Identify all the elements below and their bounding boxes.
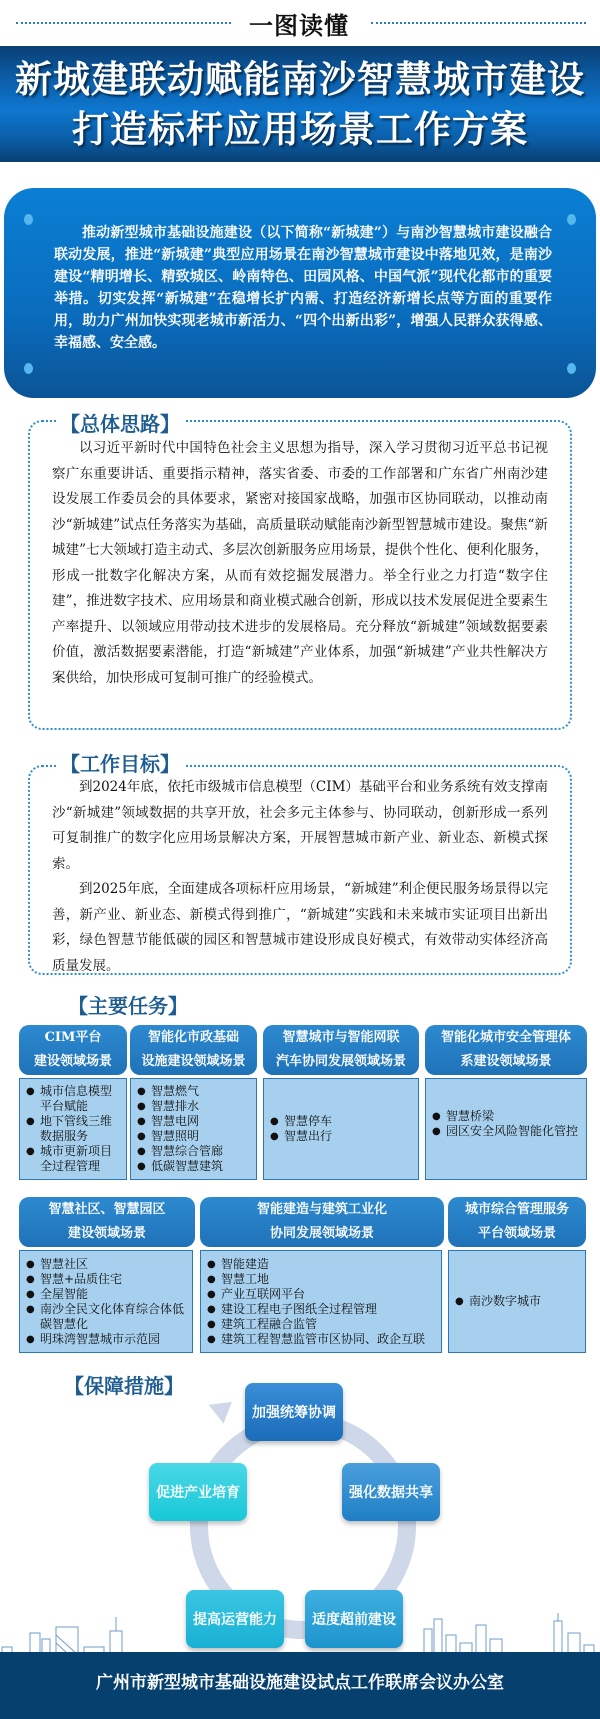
corner-dot-icon — [567, 214, 576, 225]
goals-box — [28, 765, 572, 975]
task-item: ● 建设工程电子图纸全过程管理 — [207, 1302, 425, 1317]
task-item: ● 智慧工地 — [207, 1272, 425, 1287]
task-item: ● 智慧出行 — [270, 1129, 332, 1144]
title-banner — [0, 46, 600, 162]
cycle-arrow-icon — [209, 1392, 240, 1423]
task-item: ● 城市更新项目全过程管理 — [26, 1144, 120, 1174]
task-head-vehicle — [263, 1025, 419, 1075]
task-item: ● 智慧+品质住宅 — [26, 1272, 186, 1287]
task-head-city-mgmt — [448, 1197, 586, 1247]
task-head-construction — [200, 1197, 444, 1247]
task-item: ● 智慧停车 — [270, 1114, 332, 1129]
page-title-line1: 新城建联动赋能南沙智慧城市建设 — [15, 57, 585, 101]
task-item: ● 建筑工程融合监管 — [207, 1317, 425, 1332]
task-head-community — [19, 1197, 195, 1247]
task-head-cim — [19, 1025, 127, 1075]
task-head-line: 智慧社区、智慧园区 — [48, 1202, 166, 1217]
measure-operations: 提高运营能力 — [186, 1590, 284, 1648]
divider-left — [16, 22, 231, 24]
task-body-construction — [200, 1250, 442, 1353]
overall-box — [28, 420, 572, 730]
task-item: ● 明珠湾智慧城市示范园 — [26, 1332, 186, 1347]
task-head-line: 协同发展领域场景 — [269, 1226, 374, 1241]
task-head-line: 智慧城市与智能网联 — [282, 1030, 400, 1045]
task-item: ● 全屋智能 — [26, 1287, 186, 1302]
task-item: ● 城市信息模型平台赋能 — [26, 1084, 120, 1114]
task-item: ● 园区安全风险智能化管控 — [432, 1124, 578, 1139]
task-item: ● 智慧社区 — [26, 1257, 186, 1272]
section-title-overall: 【总体思路】 — [56, 408, 184, 437]
task-item: ● 智慧燃气 — [137, 1084, 223, 1099]
divider-right — [371, 22, 586, 24]
task-item: ● 低碳智慧建筑 — [137, 1159, 223, 1174]
corner-dot-icon — [567, 363, 576, 374]
task-head-line: 城市综合管理服务 — [464, 1202, 569, 1217]
task-head-line: 系建设领域场景 — [460, 1054, 552, 1069]
task-item: ● 智慧排水 — [137, 1099, 223, 1114]
goal-2025: 到2025年底，全面建成各项标杆应用场景，“新城建”利企便民服务场景得以完善，新产业、新业态、新模式得到推广，“新城建”实践和未来城市实证项目出新出彩，绿色智慧节能低碳的园区和智慧城市建设形成良好模式，有效带动实体经济高质量发展。 — [52, 881, 548, 974]
footer-org: 广州市新型城市基础设施建设试点工作联席会议办公室 — [96, 1673, 504, 1693]
task-head-line: 智能建造与建筑工业化 — [256, 1202, 387, 1217]
task-head-line: CIM平台 — [44, 1030, 102, 1045]
task-head-municipal — [130, 1025, 257, 1075]
task-body-city-mgmt — [448, 1250, 586, 1353]
kicker-title — [0, 6, 600, 40]
section-title-goals: 【工作目标】 — [56, 748, 184, 777]
task-body-vehicle — [263, 1078, 419, 1180]
task-head-line: 智能化市政基础 — [147, 1030, 239, 1045]
corner-dot-icon — [24, 214, 33, 225]
task-head-line: 设施建设领域场景 — [141, 1054, 246, 1069]
task-body-community — [19, 1250, 193, 1353]
measure-data-sharing: 强化数据共享 — [342, 1463, 440, 1521]
task-item: ● 地下管线三维数据服务 — [26, 1114, 120, 1144]
corner-dot-icon — [24, 363, 33, 374]
measure-coordination: 加强统筹协调 — [245, 1383, 343, 1441]
task-body-municipal — [130, 1078, 257, 1180]
task-item: ● 南沙数字城市 — [455, 1294, 541, 1309]
kicker-text: 一图读懂 — [249, 11, 349, 40]
task-head-line: 建设领域场景 — [33, 1054, 112, 1069]
task-item: ● 智能建造 — [207, 1257, 425, 1272]
task-head-line: 建设领域场景 — [67, 1226, 146, 1241]
task-item: ● 建筑工程智慧监管市区协同、政企互联 — [207, 1332, 425, 1347]
task-item: ● 智慧电网 — [137, 1114, 223, 1129]
intro-card — [4, 188, 596, 398]
task-item: ● 南沙全民文化体育综合体低碳智慧化 — [26, 1302, 186, 1332]
goal-2024: 到2024年底，依托市级城市信息模型（CIM）基础平台和业务系统有效支撑南沙“新城建”领域数据的共享开放，社会多元主体参与、协同联动，创新形成一系列可复制推广的数字化应用场景解决方案，开展智慧城市新产业、新业态、新模式探索。 — [52, 779, 548, 872]
measure-advance-construction: 适度超前建设 — [305, 1590, 403, 1648]
intro-text: 推动新型城市基础设施建设（以下简称“新城建”）与南沙智慧城市建设融合联动发展，推进“新城建”典型应用场景在南沙智慧城市建设中落地见效，是南沙建设“精明增长、精致城区、岭南特色、田园风格、中国气派”现代化都市的重要举措。切实发挥“新城建”在稳增长扩内需、打造经济新增长点等方面的重要作用，助力广州加快实现老城市新活力、“四个出新出彩”，增强人民群众获得感、幸福感、安全感。 — [54, 225, 552, 351]
task-head-line: 汽车协同发展领域场景 — [275, 1054, 406, 1069]
footer-bar — [0, 1652, 600, 1719]
task-head-line: 平台领域场景 — [477, 1226, 556, 1241]
task-head-line: 智能化城市安全管理体 — [440, 1030, 571, 1045]
page-title-line2: 打造标杆应用场景工作方案 — [72, 107, 528, 151]
task-head-safety — [425, 1025, 587, 1075]
task-item: ● 智慧综合管廊 — [137, 1144, 223, 1159]
section-title-measures: 【保障措施】 — [60, 1370, 188, 1399]
task-item: ● 智慧照明 — [137, 1129, 223, 1144]
task-body-cim — [19, 1078, 127, 1180]
task-item: ● 智慧桥梁 — [432, 1109, 578, 1124]
overall-text: 以习近平新时代中国特色社会主义思想为指导，深入学习贯彻习近平总书记视察广东重要讲话、重要指示精神，落实省委、市委的工作部署和广东省广州南沙建设发展工作委员会的具体要求，紧密对接国家战略，加强市区协同联动，以推动南沙“新城建”试点任务落实为基础，高质量联动赋能南沙新型智慧城市建设。聚焦“新城建”七大领域打造主动式、多层次创新服务应用场景，提供个性化、便利化服务，形成一批数字化解决方案，从而有效挖掘发展潜力。举全行业之力打造“数字住建”，推进数字技术、应用场景和商业模式融合创新，形成以技术发展促进全要素生产率提升、以领域应用带动技术进步的发展格局。充分释放“新城建”领域数据要素价值，激活数据要素潜能，打造“新城建”产业体系，加强“新城建”产业共性解决方案供给，加快形成可复制可推广的经验模式。 — [52, 440, 548, 686]
measure-industry: 促进产业培育 — [149, 1463, 247, 1521]
section-title-tasks: 【主要任务】 — [64, 990, 192, 1019]
task-item: ● 产业互联网平台 — [207, 1287, 425, 1302]
task-body-safety — [425, 1078, 587, 1180]
